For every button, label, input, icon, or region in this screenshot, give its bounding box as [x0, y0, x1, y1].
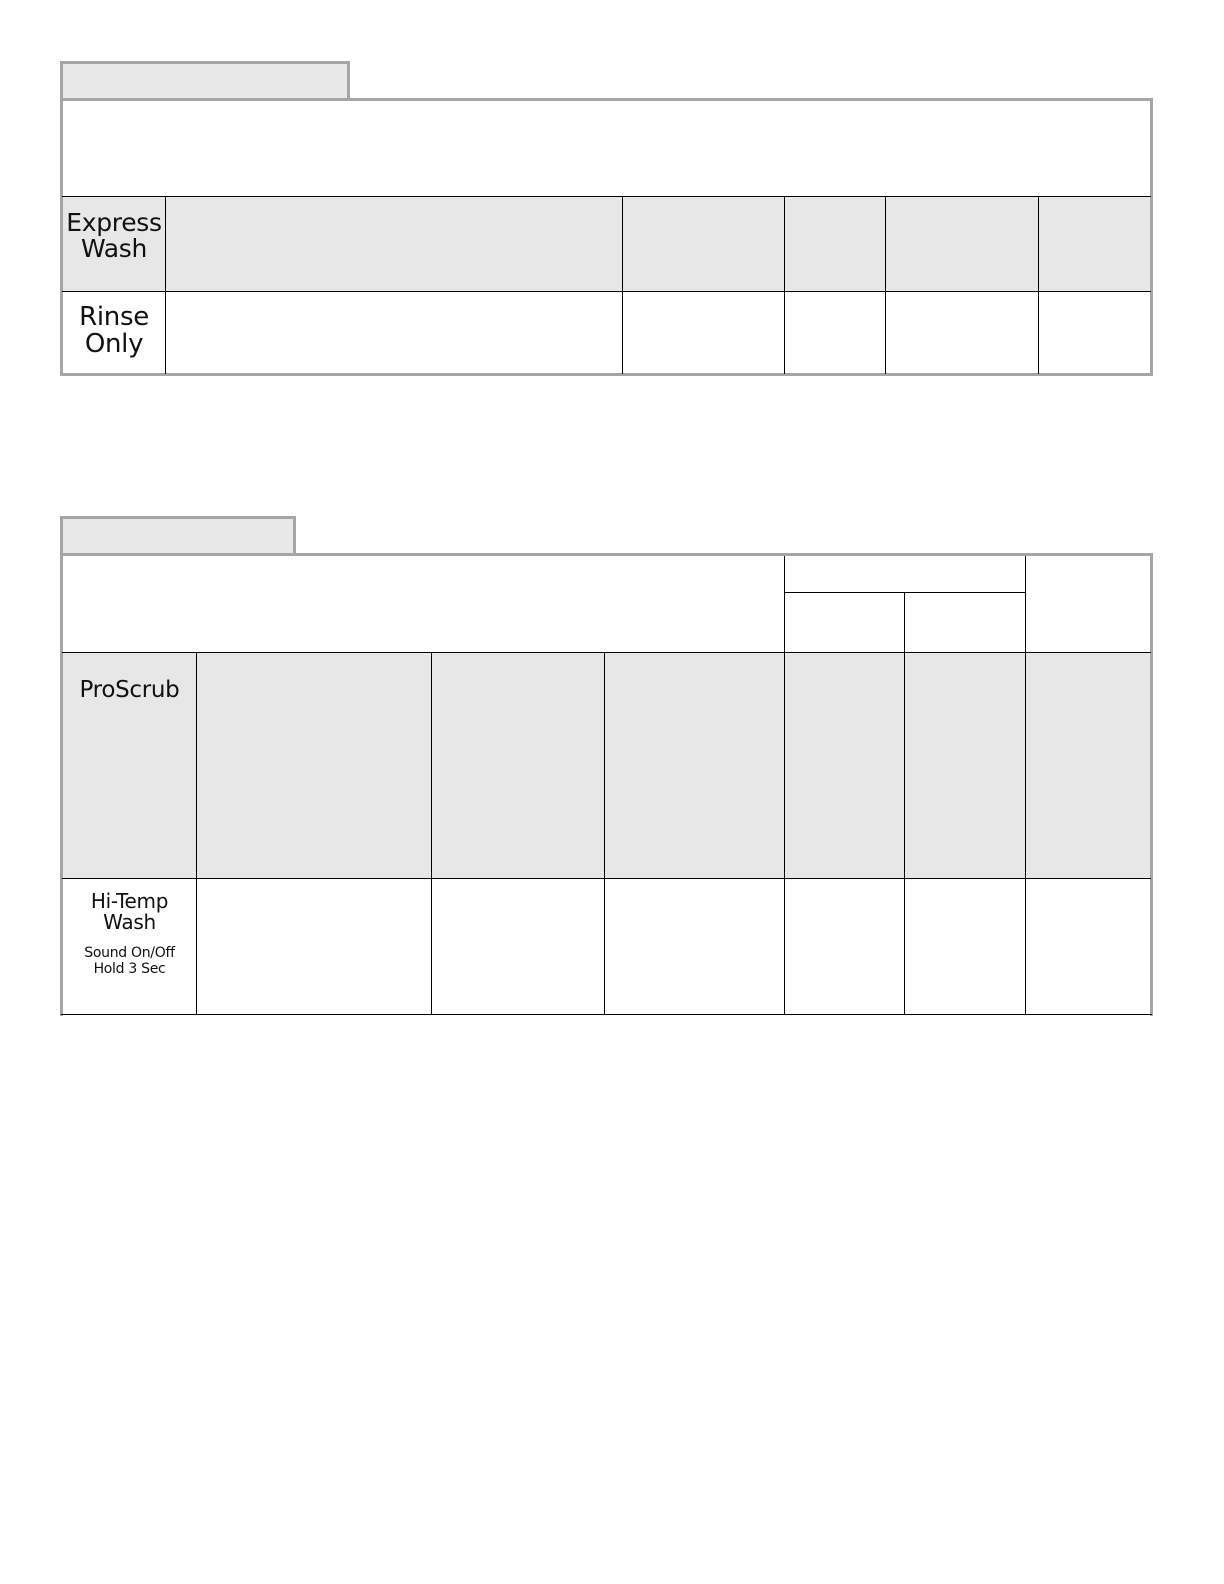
table1-col-line: [165, 196, 166, 374]
table2-col-line: [604, 652, 605, 1015]
table1-col-line: [784, 196, 785, 374]
table2-header-line: [1025, 556, 1026, 653]
table2-header-line: [784, 556, 785, 653]
table1-divider: [62, 291, 1151, 292]
table2-tab: [60, 516, 296, 556]
cycle-label-proscrub: ProScrub: [79, 677, 180, 703]
table1-frame: [60, 98, 1153, 376]
table1-col-line: [1038, 196, 1039, 374]
table2-col-line: [431, 652, 432, 1015]
cycle-note-sound: Sound On/Off Hold 3 Sec: [84, 945, 175, 978]
table1-col-line: [622, 196, 623, 374]
table1-col-line: [885, 196, 886, 374]
table2-divider: [61, 1014, 1152, 1015]
table2-divider: [62, 652, 1151, 653]
cycle-label-express-wash: Express Wash: [66, 208, 162, 264]
table2-col-line: [784, 652, 785, 1015]
cycle-label-rinse-only: Rinse Only: [79, 302, 149, 360]
cycle-label-hi-temp-wash: Hi-Temp Wash: [90, 889, 169, 934]
table2-header-line: [904, 593, 905, 653]
table2-frame: [60, 553, 1153, 1016]
table2-col-line: [196, 652, 197, 1015]
table1-tab: [60, 61, 350, 101]
table2-col-line: [1025, 652, 1026, 1015]
table2-divider: [62, 878, 1151, 879]
table2-col-line: [904, 652, 905, 1015]
table1-divider: [62, 196, 1151, 197]
